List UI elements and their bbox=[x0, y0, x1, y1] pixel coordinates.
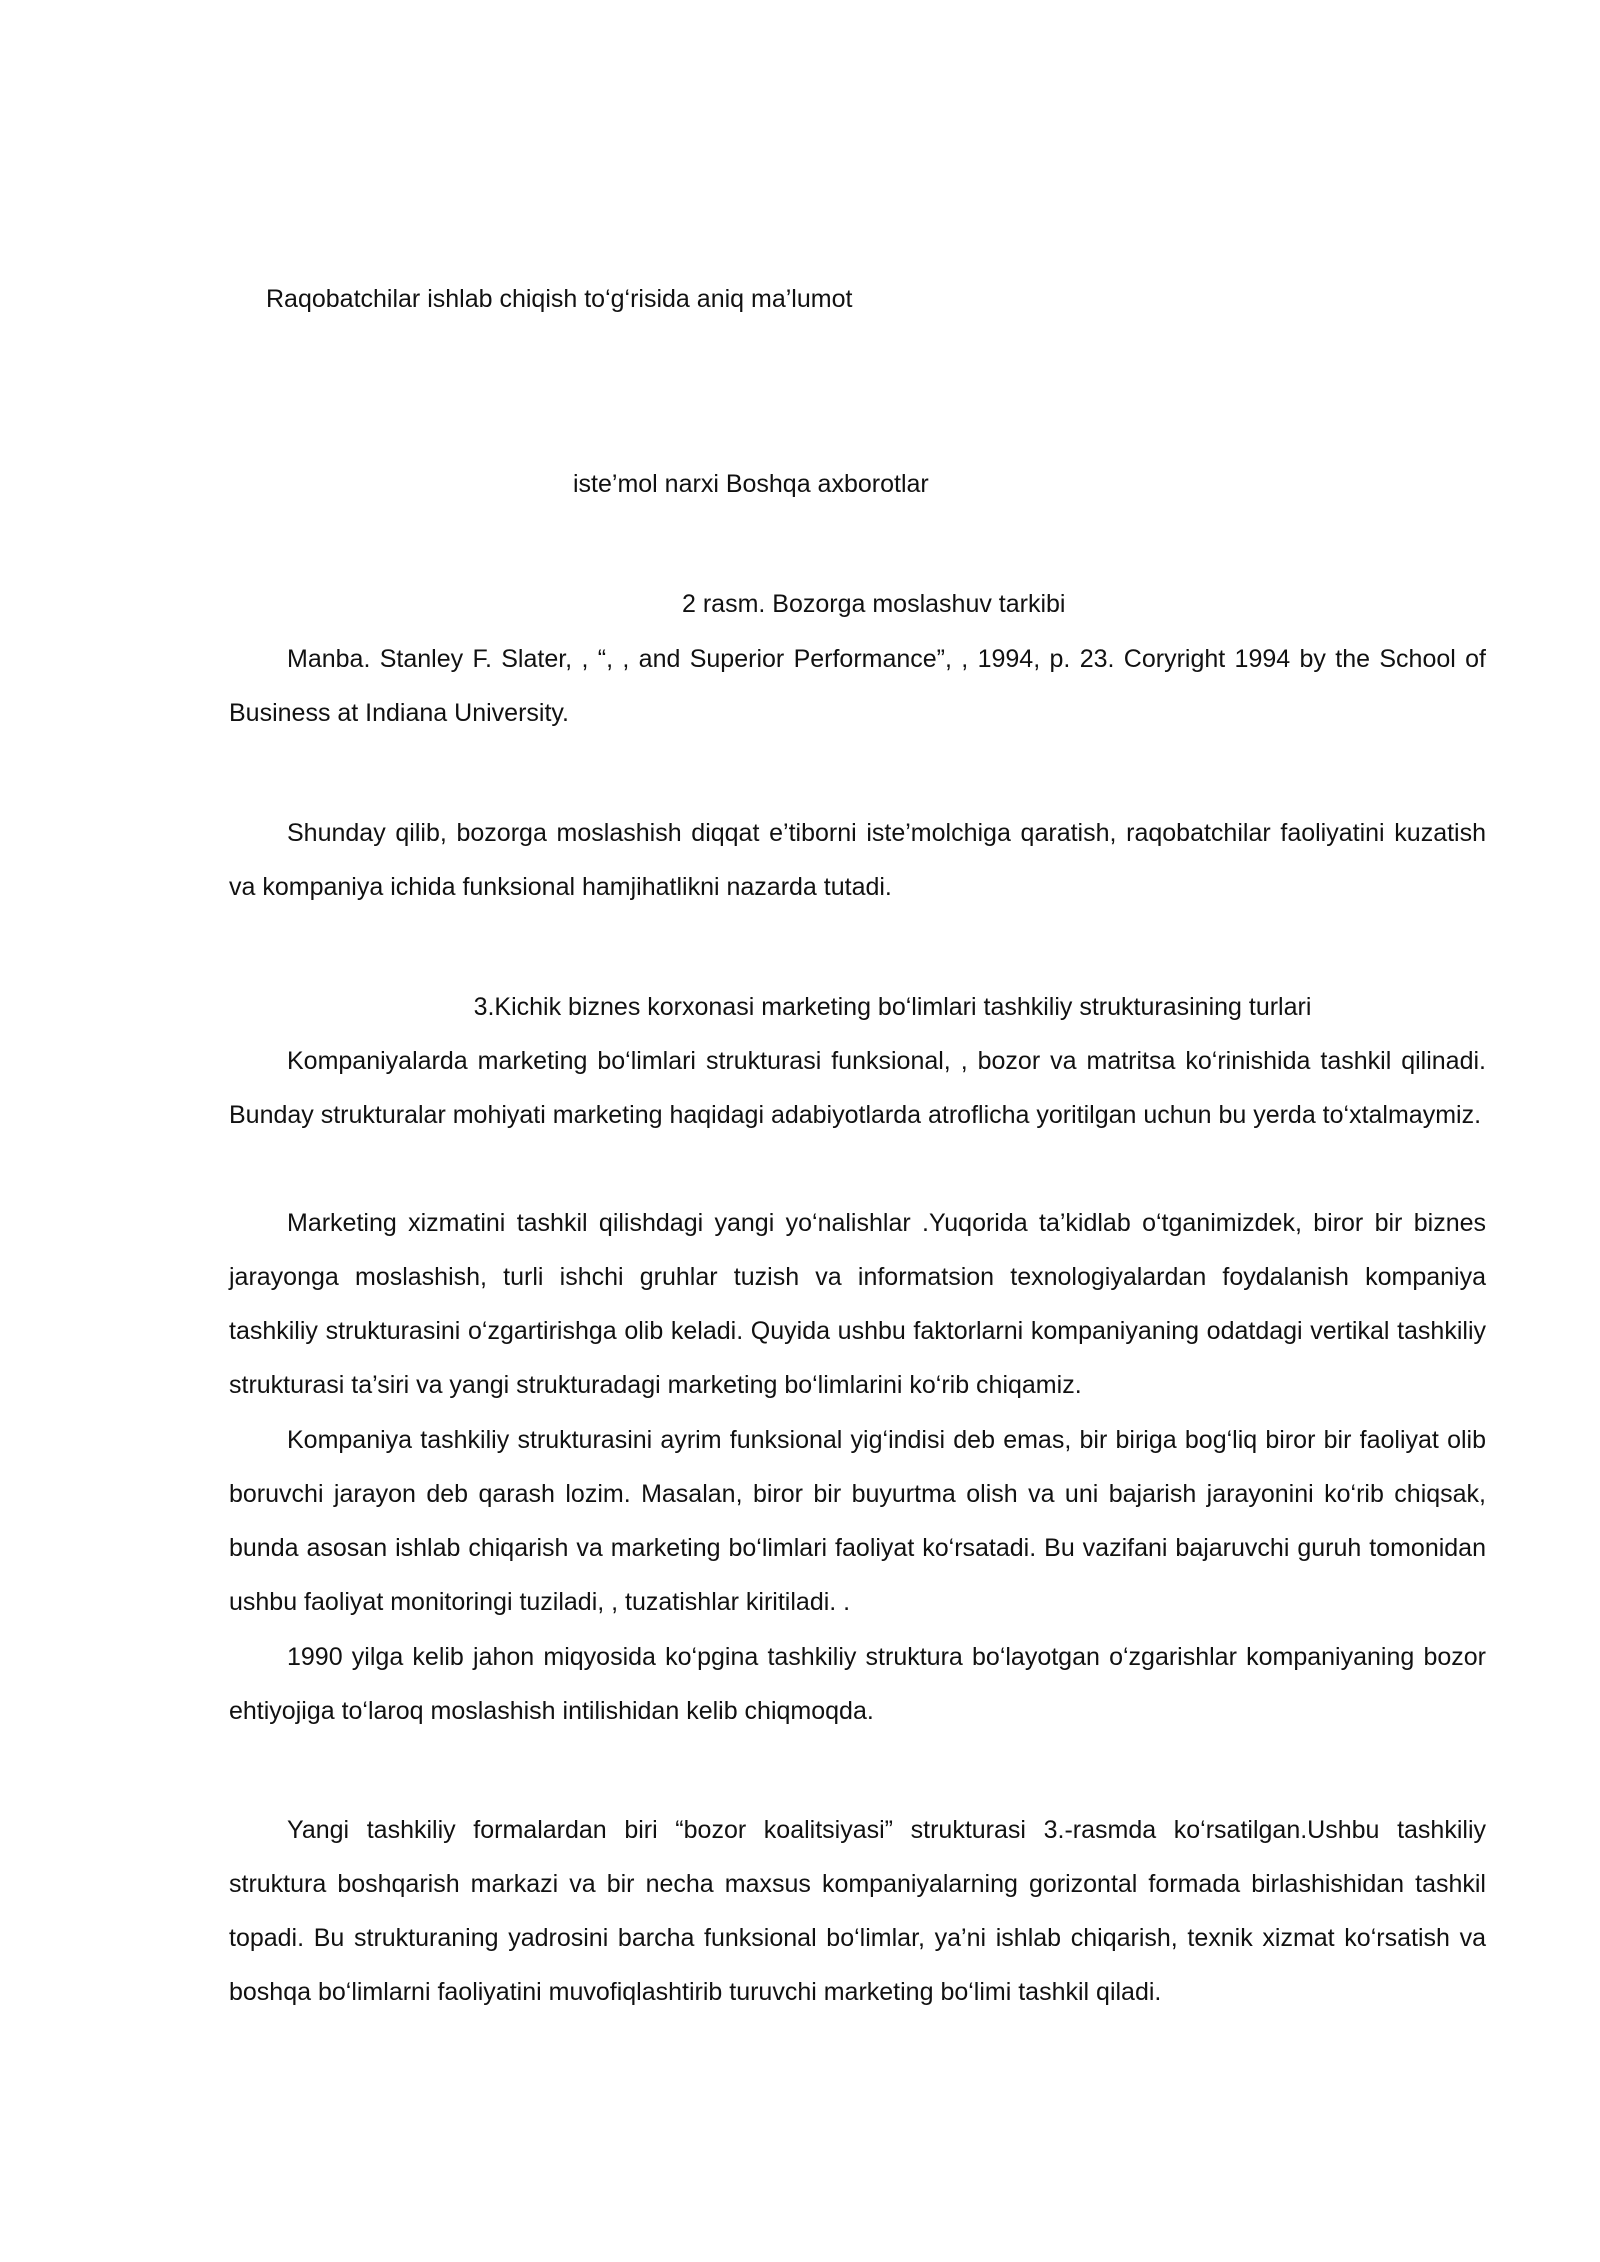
paragraph-2: Marketing xizmatini tashkil qilishdagi yangi yo‘nalishlar .Yuqorida ta’kidlab o‘tganimizdek, biror bir biznes jarayonga moslashish, turli ishchi gruhlar tuzish va informatsion texnologiyalardan foydalanish kompaniya tashkiliy strukturasini o‘zgartirishga olib keladi. Quyida ushbu faktorlarni kompaniyaning odatdagi vertikal tashkiliy strukturasi ta’siri va yangi strukturadagi marketing bo‘limlarini ko‘rib chiqamiz. bbox=[229, 1209, 1486, 1399]
paragraph-1: Kompaniyalarda marketing bo‘limlari strukturasi funksional, , bozor va matritsa ko‘rinishida tashkil qilinadi. Bunday strukturalar mohiyati marketing haqidagi adabiyotlarda atroflicha yoritilgan uchun bu yerda to‘xtalmaymiz. bbox=[229, 1047, 1486, 1129]
figure-caption: 2 rasm. Bozorga moslashuv tarkibi bbox=[682, 590, 1066, 618]
paragraph-5: Yangi tashkiliy formalardan biri “bozor koalitsiyasi” strukturasi 3.-rasmda ko‘rsatilgan.Ushbu tashkiliy struktura boshqarish markazi va bir necha maxsus kompaniyalarning gorizontal formada birlashishidan tashkil topadi. Bu strukturaning yadrosini barcha funksional bo‘limlar, ya’ni ishlab chiqarish, texnik xizmat ko‘rsatish va boshqa bo‘limlarni faoliyatini muvofiqlashtirib turuvchi marketing bo‘limi tashkil qiladi. bbox=[229, 1816, 1486, 2006]
paragraph-summary: Shunday qilib, bozorga moslashish diqqat e’tiborni iste’molchiga qaratish, raqobatchilar faoliyatini kuzatish va kompaniya ichida funksional hamjihatlikni nazarda tutadi. bbox=[229, 819, 1486, 901]
paragraph-4: 1990 yilga kelib jahon miqyosida ko‘pgina tashkiliy struktura bo‘layotgan o‘zgarishlar kompaniyaning bozor ehtiyojiga to‘laroq moslashish intilishidan kelib chiqmoqda. bbox=[229, 1643, 1486, 1725]
section-heading: 3.Kichik biznes korxonasi marketing bo‘limlari tashkiliy strukturasining turlari bbox=[473, 993, 1312, 1021]
paragraph-3: Kompaniya tashkiliy strukturasini ayrim funksional yig‘indisi deb emas, bir biriga bog‘liq biror bir faoliyat olib boruvchi jarayon deb qarash lozim. Masalan, biror bir buyurtma olish va uni bajarish jarayonini ko‘rib chiqsak, bunda asosan ishlab chiqarish va marketing bo‘limlari faoliyat ko‘rsatadi. Bu vazifani bajaruvchi guruh tomonidan ushbu faoliyat monitoringi tuziladi, , tuzatishlar kiritiladi. . bbox=[229, 1426, 1486, 1616]
source-note: Manba. Stanley F. Slater, , “, , and Superior Performance”, , 1994, p. 23. Coryright 1994 by the School of Business at Indiana University. bbox=[229, 645, 1486, 727]
diagram-label-consumer-price: iste’mol narxi Boshqa axborotlar bbox=[573, 470, 929, 498]
diagram-label-competitors: Raqobatchilar ishlab chiqish to‘g‘risida aniq ma’lumot bbox=[266, 285, 853, 313]
